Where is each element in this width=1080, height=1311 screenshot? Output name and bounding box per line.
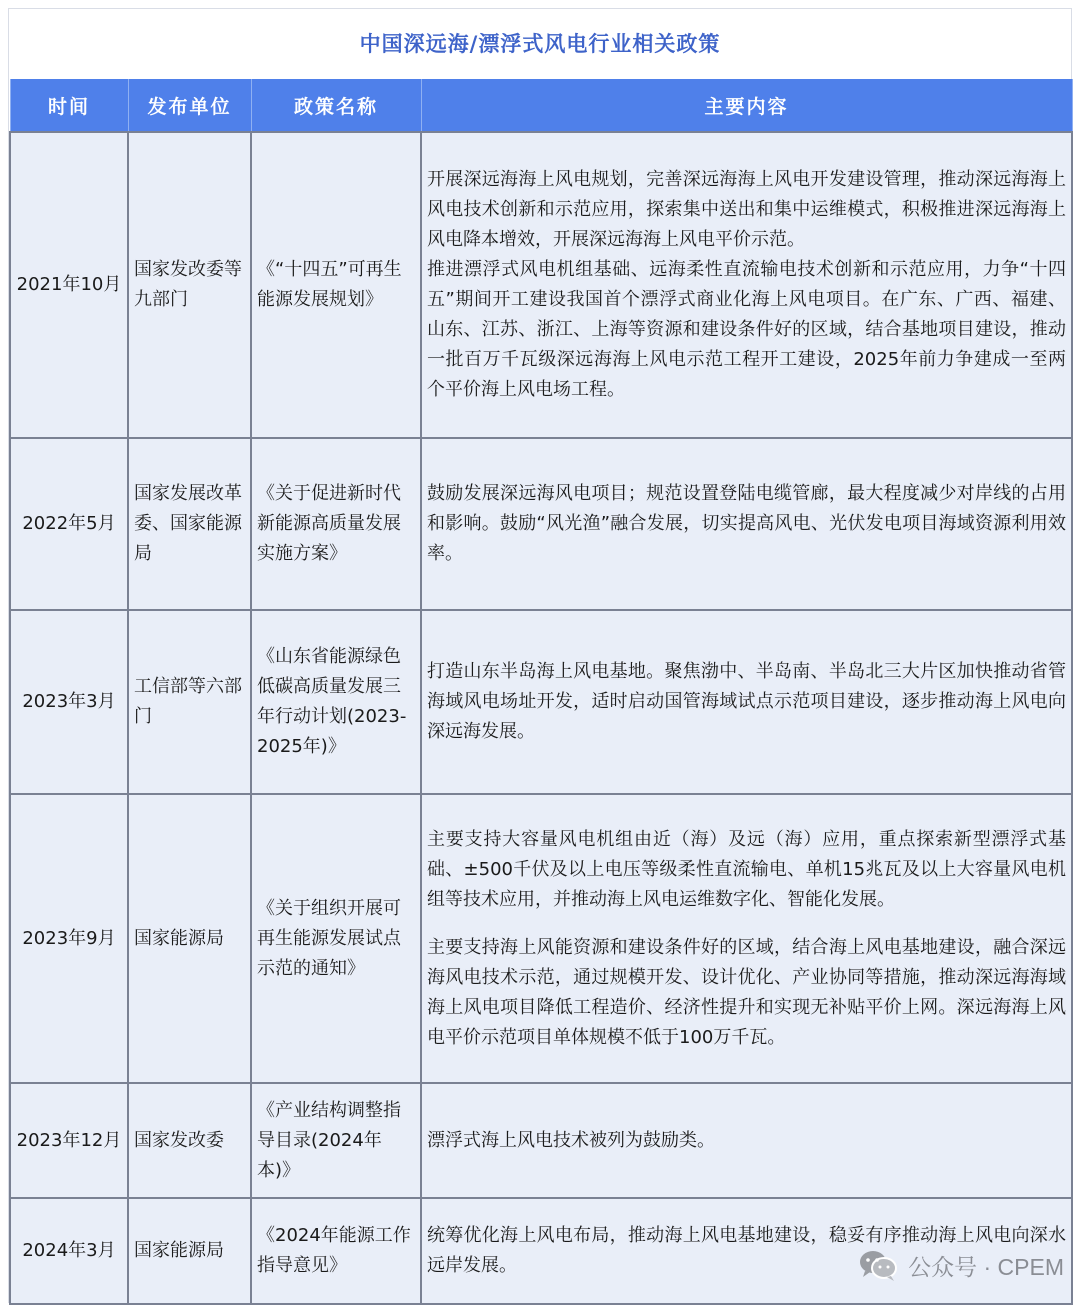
cell-policy-name: 《关于组织开展可再生能源发展试点示范的通知》 [251, 794, 421, 1083]
wechat-icon [858, 1248, 898, 1282]
content-paragraph: 漂浮式海上风电技术被列为鼓励类。 [427, 1129, 715, 1151]
watermark-text: 公众号 · CPEM [908, 1253, 1064, 1280]
cell-date: 2024年3月 [10, 1198, 128, 1304]
table-header-row [10, 79, 1072, 132]
cell-content [421, 794, 1072, 1083]
cell-policy-name: 《“十四五”可再生能源发展规划》 [251, 132, 421, 438]
cell-content [421, 610, 1072, 794]
cell-org: 国家发展改革委、国家能源局 [128, 438, 251, 610]
table-row [10, 1083, 1072, 1198]
cell-org: 国家发改委 [128, 1083, 251, 1198]
cell-org: 国家能源局 [128, 794, 251, 1083]
cell-policy-name: 《关于促进新时代新能源高质量发展实施方案》 [251, 438, 421, 610]
cell-date: 2023年3月 [10, 610, 128, 794]
cell-org: 国家能源局 [128, 1198, 251, 1304]
table-title: 中国深远海/漂浮式风电行业相关政策 [359, 32, 721, 56]
table-row [10, 438, 1072, 610]
watermark [858, 1243, 1064, 1287]
cell-date: 2023年12月 [10, 1083, 128, 1198]
cell-policy-name: 《2024年能源工作指导意见》 [251, 1198, 421, 1304]
table-row [10, 132, 1072, 438]
cell-content [421, 132, 1072, 438]
cell-org: 工信部等六部门 [128, 610, 251, 794]
content-paragraph: 主要支持大容量风电机组由近（海）及远（海）应用，重点探索新型漂浮式基础、±500千伏及以上电压等级柔性直流输电、单机15兆瓦及以上大容量风电机组等技术应用，并推动海上风电运维数字化、智能化发展。 [427, 828, 1066, 910]
cell-content [421, 438, 1072, 610]
table-row [10, 610, 1072, 794]
policy-table-card [8, 8, 1072, 1303]
content-paragraph: 打造山东半岛海上风电基地。聚焦渤中、半岛南、半岛北三大片区加快推动省管海域风电场址开发，适时启动国管海域试点示范项目建设，逐步推动海上风电向深远海发展。 [427, 661, 1066, 742]
header-org: 发布单位 [128, 79, 251, 132]
policy-table [9, 79, 1073, 1305]
table-row [10, 794, 1072, 1083]
content-paragraph: 推进漂浮式风电机组基础、远海柔性直流输电技术创新和示范应用，力争“十四五”期间开工建设我国首个漂浮式商业化海上风电项目。在广东、广西、福建、山东、江苏、浙江、上海等资源和建设条件好的区域，结合基地项目建设，推动一批百万千瓦级深远海海上风电示范工程开工建设，2025年前力争建成一至两个平价海上风电场工程。 [427, 259, 1066, 400]
content-paragraph: 开展深远海海上风电规划，完善深远海海上风电开发建设管理，推动深远海海上风电技术创新和示范应用，探索集中送出和集中运维模式，积极推进深远海海上风电降本增效，开展深远海海上风电平价示范。 [427, 169, 1066, 250]
cell-org: 国家发改委等九部门 [128, 132, 251, 438]
content-paragraph: 鼓励发展深远海风电项目；规范设置登陆电缆管廊，最大程度减少对岸线的占用和影响。鼓励“风光渔”融合发展，切实提高风电、光伏发电项目海域资源利用效率。 [427, 483, 1066, 564]
header-date: 时间 [10, 79, 128, 132]
cell-date: 2021年10月 [10, 132, 128, 438]
cell-date: 2022年5月 [10, 438, 128, 610]
header-policy-name: 政策名称 [251, 79, 421, 132]
cell-policy-name: 《产业结构调整指导目录(2024年本)》 [251, 1083, 421, 1198]
paragraph-gap [427, 915, 1066, 933]
content-paragraph: 统筹优化海上风电布局，推动海上风电基地建设，稳妥有序推动海上风电向深水远岸发展。 [427, 1225, 1066, 1276]
content-paragraph: 主要支持海上风能资源和建设条件好的区域，结合海上风电基地建设，融合深远海风电技术示范，通过规模开发、设计优化、产业协同等措施，推动深远海海域海上风电项目降低工程造价、经济性提升和实现无补贴平价上网。深远海海上风电平价示范项目单体规模不低于100万千瓦。 [427, 936, 1066, 1048]
cell-policy-name: 《山东省能源绿色低碳高质量发展三年行动计划(2023-2025年)》 [251, 610, 421, 794]
cell-date: 2023年9月 [10, 794, 128, 1083]
header-content: 主要内容 [421, 79, 1072, 132]
cell-content [421, 1083, 1072, 1198]
